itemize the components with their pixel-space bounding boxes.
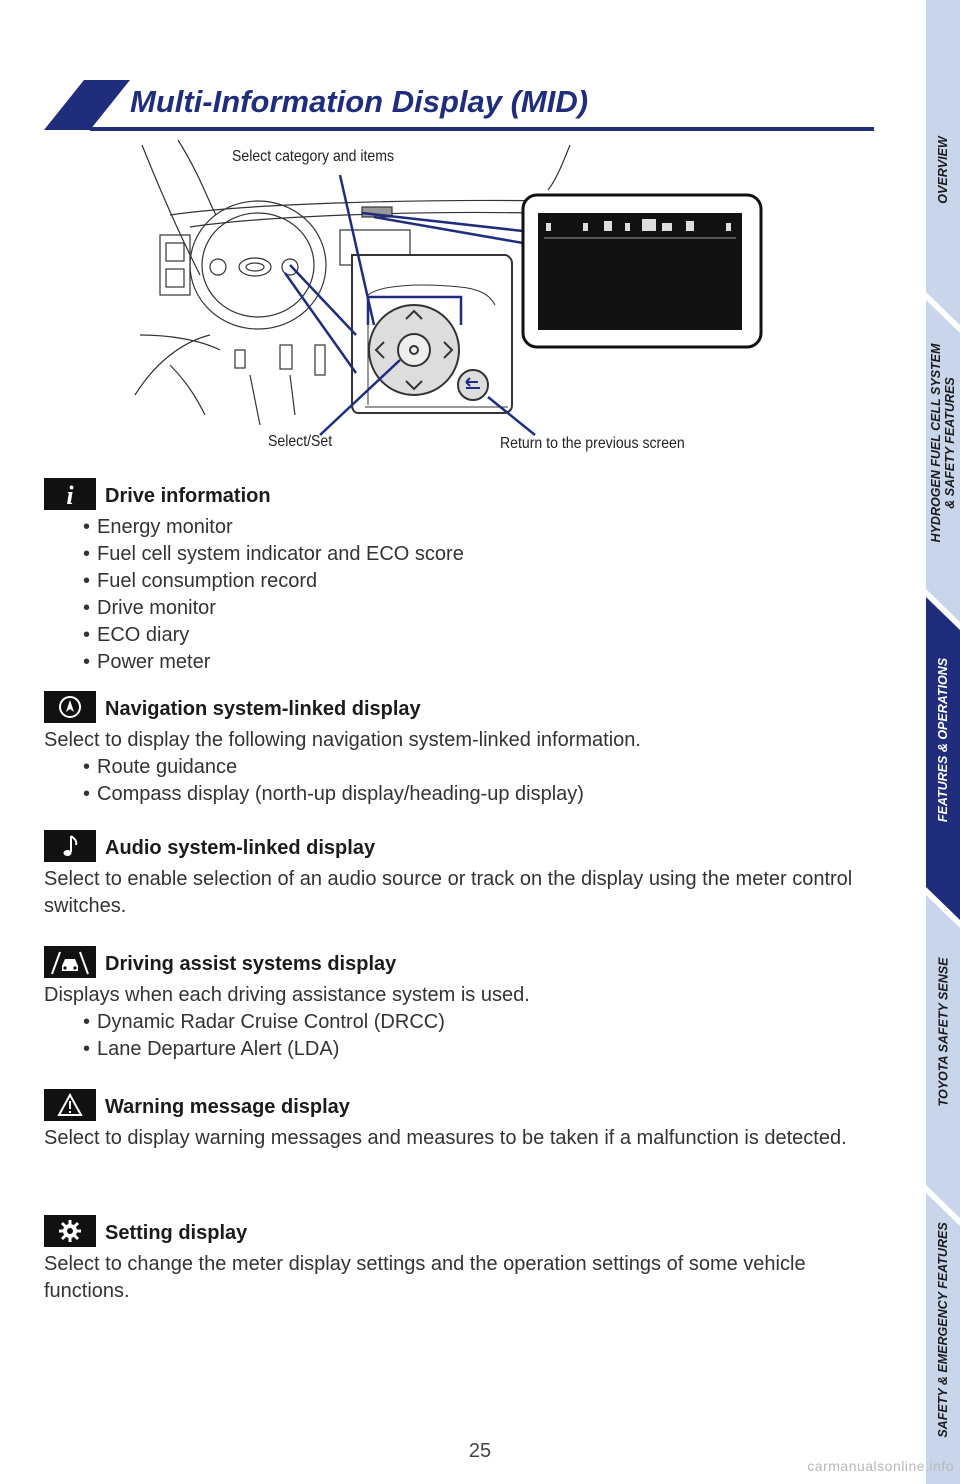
section-title: Setting display	[105, 1222, 248, 1244]
svg-text:i: i	[66, 481, 74, 510]
list-item: • Dynamic Radar Cruise Control (DRCC)	[83, 1009, 864, 1036]
section-intro: Select to change the meter display settings and the operation settings of some vehicle functions.	[44, 1253, 806, 1302]
page-title: Multi-Information Display (MID)	[130, 84, 589, 119]
section-title: Navigation system-linked display	[105, 698, 421, 720]
section-intro: Select to display the following navigation system-linked information.	[44, 729, 641, 751]
tab-overview[interactable]	[926, 120, 960, 220]
info-icon	[44, 478, 96, 510]
section-tabs	[926, 0, 960, 1484]
driving-assist-icon	[44, 946, 96, 978]
tab-label: FEATURES & OPERATIONS	[936, 657, 950, 823]
section-title: Driving assist systems display	[105, 953, 397, 975]
bullet-list	[44, 754, 864, 808]
section-setting	[44, 1215, 864, 1305]
section-intro: Displays when each driving assistance system is used.	[44, 984, 530, 1006]
section-drive-information	[44, 478, 864, 676]
list-item: • Energy monitor	[83, 514, 864, 541]
section-warning	[44, 1089, 864, 1152]
bullet-list	[44, 514, 864, 676]
section-navigation	[44, 691, 864, 808]
tab-toyota-safety-sense[interactable]	[926, 945, 960, 1120]
section-title: Warning message display	[105, 1096, 350, 1118]
dashboard-illustration	[130, 135, 780, 465]
tab-label: HYDROGEN FUEL CELL SYSTEM & SAFETY FEATURES	[929, 343, 957, 543]
tab-features-operations[interactable]	[926, 645, 960, 835]
list-item: • Route guidance	[83, 754, 864, 781]
section-title: Drive information	[105, 485, 271, 507]
section-intro: Select to display warning messages and measures to be taken if a malfunction is detected.	[44, 1127, 847, 1149]
tab-safety-emergency[interactable]	[926, 1205, 960, 1455]
gear-icon	[44, 1215, 96, 1247]
list-item: • ECO diary	[83, 622, 864, 649]
tab-label: TOYOTA SAFETY SENSE	[936, 957, 951, 1107]
list-item: • Fuel consumption record	[83, 568, 864, 595]
list-item: • Drive monitor	[83, 595, 864, 622]
callout-select-category: Select category and items	[232, 148, 395, 165]
section-title: Audio system-linked display	[105, 837, 376, 859]
list-item: • Fuel cell system indicator and ECO score	[83, 541, 864, 568]
callout-return: Return to the previous screen	[500, 435, 685, 452]
tab-label: SAFETY & EMERGENCY FEATURES	[936, 1222, 950, 1438]
section-driving-assist	[44, 946, 864, 1063]
watermark: carmanualsonline.info	[807, 1458, 954, 1474]
tab-label: OVERVIEW	[936, 136, 950, 204]
bullet-list	[44, 1009, 864, 1063]
callout-select-set: Select/Set	[268, 433, 333, 450]
tab-hydrogen-fuel-cell[interactable]	[926, 330, 960, 560]
page-number: 25	[468, 1440, 492, 1462]
list-item: • Lane Departure Alert (LDA)	[83, 1036, 864, 1063]
music-note-icon	[44, 830, 96, 862]
section-intro: Select to enable selection of an audio source or track on the display using the meter control switches.	[44, 868, 853, 917]
warning-icon	[44, 1089, 96, 1121]
section-audio	[44, 830, 864, 920]
list-item: • Power meter	[83, 649, 864, 676]
list-item: • Compass display (north-up display/heading-up display)	[83, 781, 864, 808]
navigation-icon	[44, 691, 96, 723]
